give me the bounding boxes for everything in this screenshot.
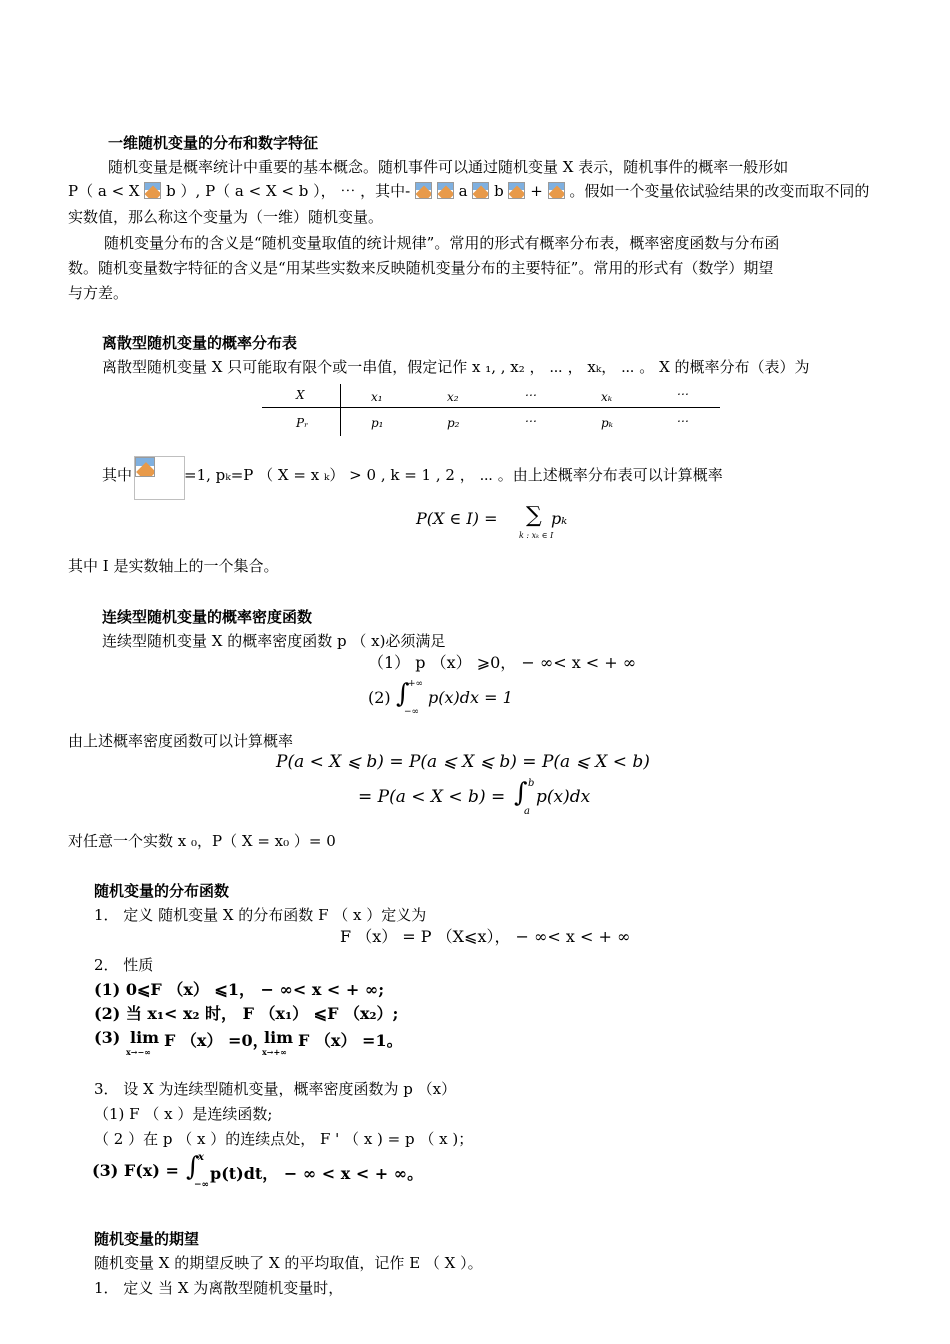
table-cell: p₁	[371, 416, 384, 430]
broken-image-icon	[508, 182, 525, 199]
broken-image-icon	[144, 182, 161, 199]
broken-image-icon	[472, 182, 489, 199]
paragraph-line: 连续型随机变量 X 的概率密度函数 p （ x)必须满足	[102, 632, 446, 650]
table-cell: x₁	[371, 390, 383, 404]
broken-image-icon	[415, 182, 432, 199]
table-cell: ⋯	[524, 414, 536, 428]
paragraph-line: 随机变量分布的含义是“随机变量取值的统计规律”。常用的形式有概率分布表，概率密度函数与分布函	[104, 234, 780, 252]
property-line-2: (2) 当 x₁< x₂ 时， F （x₁） ⩽F （x₂）;	[94, 1004, 399, 1023]
broken-image-icon	[135, 457, 155, 477]
table-cell: Pᵣ	[296, 416, 309, 430]
broken-image-icon	[437, 182, 454, 199]
section-title-discrete: 离散型随机变量的概率分布表	[102, 334, 298, 352]
formula-probability-integral: = P(a < X < b) = ∫ b a p(x)dx	[358, 778, 591, 817]
section-title-distribution-function: 随机变量的分布函数	[94, 882, 230, 900]
broken-image-icon	[548, 182, 565, 199]
paragraph-line: 与方差。	[68, 284, 129, 302]
formula-sum-probability: P(X ∈ I) = ∑ k : xₖ ∈ I pₖ	[416, 503, 568, 540]
missing-image-placeholder	[134, 456, 185, 500]
paragraph-line: 离散型随机变量 X 只可能取有限个或一串值，假定记作 x ₁, , x₂ ， ⋯ ， xₖ， ⋯ 。 X 的概率分布（表）为	[102, 358, 810, 376]
table-divider	[340, 384, 341, 436]
section-title-expectation: 随机变量的期望	[94, 1230, 200, 1248]
property-line-1: (1) 0⩽F （x） ⩽1， − ∞< x < + ∞;	[94, 980, 385, 999]
table-cell: x₂	[447, 390, 459, 404]
paragraph-line: P（ a < X b ）, P（ a < X < b ）， ⋯ ，其中- a b + 。假如一个变量依试验结果的改变而取不同的	[68, 182, 870, 200]
formula-distribution-definition: F （x） = P （X⩽x）， − ∞< x < + ∞	[340, 927, 631, 946]
paragraph-line: 对任意一个实数 x ₀，P（ X = x₀ ）= 0	[68, 832, 336, 850]
table-cell: ⋯	[524, 388, 536, 402]
paragraph-line: （ 2 ）在 p （ x ）的连续点处， F ' （ x ) = p （ x )；	[94, 1130, 474, 1148]
paragraph-line: 其中 I 是实数轴上的一个集合。	[68, 557, 279, 575]
table-cell: ⋯	[676, 387, 688, 401]
formula-distribution-integral: (3) F(x) = ∫ x −∞ p(t)dt， − ∞ < x < + ∞。	[92, 1152, 424, 1190]
paragraph-line: 其中	[102, 466, 133, 484]
paragraph-line: （1) F （ x ）是连续函数;	[94, 1105, 273, 1123]
paragraph-line: 随机变量 X 的期望反映了 X 的平均取值，记作 E （ X ）。	[94, 1254, 483, 1272]
section-title-1d-random-variable: 一维随机变量的分布和数字特征	[108, 134, 319, 152]
paragraph-line: 3． 设 X 为连续型随机变量，概率密度函数为 p （x）	[94, 1080, 457, 1098]
table-cell: pₖ	[601, 416, 614, 430]
paragraph-line: =1, pₖ=P （ X = x ₖ） > 0 , k = 1 , 2 ， ⋯ 。由上述概率分布表可以计算概率	[184, 466, 723, 484]
probability-distribution-table	[262, 384, 722, 438]
paragraph-line: 由上述概率密度函数可以计算概率	[68, 732, 294, 750]
table-cell: X	[296, 388, 305, 402]
paragraph-line: 实数值，那么称这个变量为（一维）随机变量。	[68, 208, 384, 226]
table-cell: ⋯	[676, 414, 688, 428]
paragraph-line: 2． 性质	[94, 956, 154, 974]
paragraph-line: 1． 定义 当 X 为离散型随机变量时，	[94, 1279, 344, 1297]
formula-condition-2: (2) ∫ +∞ −∞ p(x)dx = 1	[368, 679, 513, 717]
formula-condition-1: （1） p （x） ⩾0， − ∞< x < + ∞	[368, 653, 637, 672]
paragraph-line: 随机变量是概率统计中重要的基本概念。随机事件可以通过随机变量 X 表示，随机事件的概率一般形如	[108, 158, 789, 176]
table-cell: xₖ	[601, 390, 613, 404]
formula-probability-interval: P(a < X ⩽ b) = P(a ⩽ X ⩽ b) = P(a ⩽ X < b)	[276, 752, 650, 772]
paragraph-line: 1． 定义 随机变量 X 的分布函数 F （ x ）定义为	[94, 906, 427, 924]
table-rule	[262, 407, 720, 408]
paragraph-line: 数。随机变量数字特征的含义是“用某些实数来反映随机变量分布的主要特征”。常用的形式有（数学）期望	[68, 259, 774, 277]
section-title-continuous: 连续型随机变量的概率密度函数	[102, 608, 313, 626]
property-line-3: (3) lim x→−∞ F （x） =0， lim x→+∞ F （x） =1。	[94, 1028, 403, 1057]
table-cell: p₂	[447, 416, 460, 430]
